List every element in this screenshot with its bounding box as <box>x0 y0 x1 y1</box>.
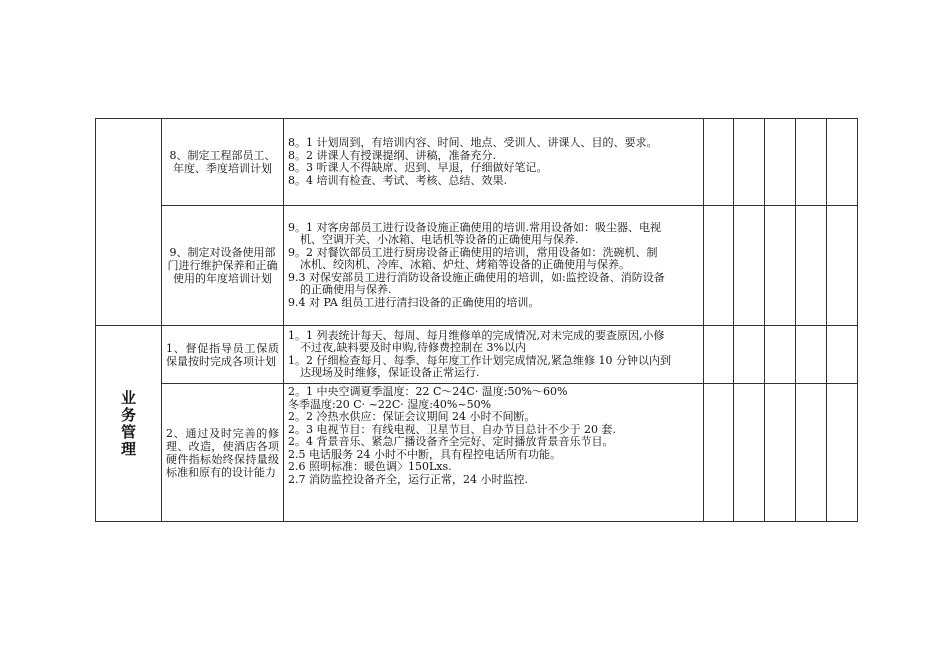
content-line: 达现场及时维修，保证设备正常运行. <box>300 366 480 379</box>
score-cell <box>734 384 765 522</box>
content-line: 2.6 照明标准：暖色调〉150Lxs. <box>288 460 452 473</box>
item-text: 8、制定工程部员工、年度、季度培训计划 <box>169 149 276 175</box>
table-row <box>96 119 858 206</box>
score-cell <box>827 326 858 384</box>
score-cell <box>765 384 796 522</box>
table-row <box>96 206 858 326</box>
content-cell <box>284 206 704 326</box>
score-cell <box>765 206 796 326</box>
table-row <box>96 326 858 384</box>
item-cell <box>162 326 284 384</box>
score-cell <box>704 384 734 522</box>
item-cell <box>162 206 284 326</box>
score-cell <box>704 119 734 206</box>
item-text: 2、通过及时完善的修理、改造，使酒店各项硬件指标始终保持量级标准和原有的设计能力 <box>166 426 279 479</box>
content-line: 9。1 对客房部员工进行设备设施正确使用的培训.常用设备如：吸尘器、电视 <box>288 220 661 234</box>
content-line: 2。3 电视节目：有线电视、卫星节目、自办节目总计不少于 20 套. <box>288 422 616 436</box>
category-label: 业务管理 <box>120 388 136 458</box>
score-cell <box>827 119 858 206</box>
item-cell <box>162 384 284 522</box>
content-line: 2.7 消防监控设备齐全，运行正常，24 小时监控. <box>288 472 528 486</box>
content-line: 8。1 计划周到，有培训内容、时间、地点、受训人、讲课人、目的、要求。 <box>288 136 658 149</box>
content-line: 不过夜,缺料要及时申购,待修费控制在 3%以内 <box>300 341 526 354</box>
score-cell <box>827 384 858 522</box>
content-line: 8。3 听课人不得缺席、迟到、早退，仔细做好笔记。 <box>288 161 548 174</box>
table-row <box>96 384 858 522</box>
content-line: 机、空调开关、小冰箱、电话机等设备的正确使用与保养. <box>300 233 579 247</box>
item-text: 1、督促指导员工保质保量按时完成各项计划 <box>166 341 279 368</box>
score-cell <box>765 119 796 206</box>
score-cell <box>734 119 765 206</box>
content-cell <box>284 384 704 522</box>
category-cell <box>96 119 162 326</box>
standards-table <box>95 118 858 522</box>
score-cell <box>704 326 734 384</box>
item-text: 9、制定对设备使用部门进行维护保养和正确使用的年度培训计划 <box>167 246 278 285</box>
score-cell <box>796 206 827 326</box>
score-cell <box>796 326 827 384</box>
category-cell <box>96 326 162 522</box>
content-line: 2。2 冷热水供应：保证会议期间 24 小时不间断。 <box>288 410 536 423</box>
content-line: 8。2 讲课人有授课提纲、讲稿，准备充分. <box>288 148 496 162</box>
content-line: 冰机、绞肉机、冷库、冰箱、炉灶、烤箱等设备的正确使用与保养。 <box>300 258 630 272</box>
content-cell <box>284 119 704 206</box>
content-line: 8。4 培训有检查、考试、考核、总结、效果. <box>288 173 507 187</box>
content-line: 1。1 列表统计每天、每周、每月维修单的完成情况,对未完成的要查原因,小修 <box>288 328 665 342</box>
score-cell <box>734 206 765 326</box>
content-line: 9.4 对 PA 组员工进行清扫设备的正确使用的培训。 <box>288 295 540 309</box>
content-line: 1。2 仔细检查每月、每季、每年度工作计划完成情况,紧急维修 10 分钟以内到 <box>288 353 671 367</box>
score-cell <box>796 384 827 522</box>
score-cell <box>796 119 827 206</box>
score-cell <box>765 326 796 384</box>
item-cell <box>162 119 284 206</box>
score-cell <box>704 206 734 326</box>
content-line: 冬季温度:20 C· ~22C· 湿度:40%~50% <box>288 397 492 411</box>
content-line: 2.5 电话服务 24 小时不中断，具有程控电话所有功能。 <box>288 447 561 461</box>
content-line: 9。2 对餐饮部员工进行厨房设备正确使用的培训，常用设备如：洗碗机、制 <box>288 245 658 259</box>
content-line: 2。4 背景音乐、紧急广播设备齐全完好、定时播放背景音乐节目。 <box>288 435 614 448</box>
content-line: 的正确使用与保养. <box>300 283 392 297</box>
content-line: 2。1 中央空调夏季温度：22 C～24C· 温度:50%～60% <box>288 385 568 398</box>
score-cell <box>827 206 858 326</box>
content-line: 9.3 对保安部员工进行消防设备设施正确使用的培训，如:监控设备、消防设备 <box>288 270 665 284</box>
score-cell <box>734 326 765 384</box>
content-cell <box>284 326 704 384</box>
